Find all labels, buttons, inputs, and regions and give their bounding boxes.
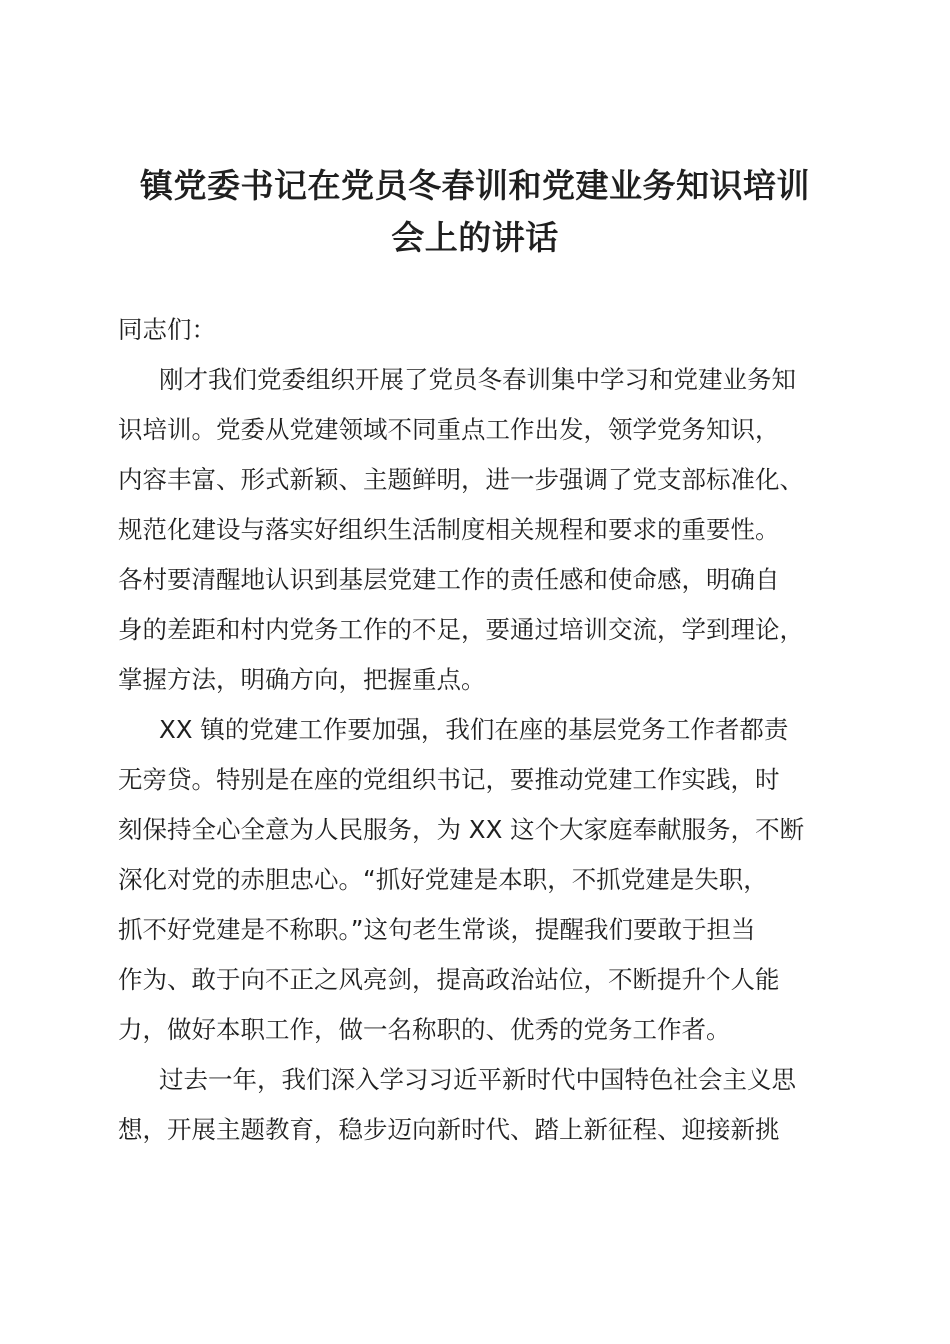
- paragraph-3: [118, 1055, 838, 1155]
- paragraph-line: 掌握方法，明确方向，把握重点。: [118, 665, 486, 694]
- paragraph-line: 刻保持全心全意为人民服务，为 XX 这个大家庭奉献服务，不断: [118, 815, 805, 844]
- paragraph-line: 无旁贷。特别是在座的党组织书记，要推动党建工作实践，时: [118, 765, 780, 794]
- paragraph-line: 刚才我们党委组织开展了党员冬春训集中学习和党建业务知: [159, 365, 796, 394]
- paragraph-line: 规范化建设与落实好组织生活制度相关规程和要求的重要性。: [118, 515, 780, 544]
- paragraph-line: 识培训。党委从党建领域不同重点工作出发，领学党务知识，: [118, 415, 780, 444]
- paragraph-line: XX 镇的党建工作要加强，我们在座的基层党务工作者都责: [159, 715, 789, 744]
- paragraph-line: 各村要清醒地认识到基层党建工作的责任感和使命感，明确自: [118, 565, 780, 594]
- document-title: [100, 160, 850, 264]
- paragraph-line: 抓不好党建是不称职。”这句老生常谈，提醒我们要敢于担当: [118, 915, 756, 944]
- title-line: 会上的讲话: [391, 218, 559, 257]
- paragraph-line: 过去一年，我们深入学习习近平新时代中国特色社会主义思: [159, 1065, 796, 1094]
- paragraph-line: 深化对党的赤胆忠心。“抓好党建是本职，不抓党建是失职，: [118, 865, 768, 894]
- paragraph-2: [118, 705, 838, 1055]
- paragraph-line: 内容丰富、形式新颖、主题鲜明，进一步强调了党支部标准化、: [118, 465, 804, 494]
- document-body: [118, 305, 838, 1155]
- paragraph-line: 作为、敢于向不正之风亮剑，提高政治站位，不断提升个人能: [118, 965, 780, 994]
- paragraph-1: [118, 355, 838, 705]
- paragraph-line: 力，做好本职工作，做一名称职的、优秀的党务工作者。: [118, 1015, 731, 1044]
- paragraph-line: 想，开展主题教育，稳步迈向新时代、踏上新征程、迎接新挑: [118, 1115, 780, 1144]
- title-line: 镇党委书记在党员冬春训和党建业务知识培训: [140, 166, 810, 205]
- paragraph-line: 身的差距和村内党务工作的不足，要通过培训交流，学到理论，: [118, 615, 804, 644]
- salutation: 同志们：: [118, 315, 216, 344]
